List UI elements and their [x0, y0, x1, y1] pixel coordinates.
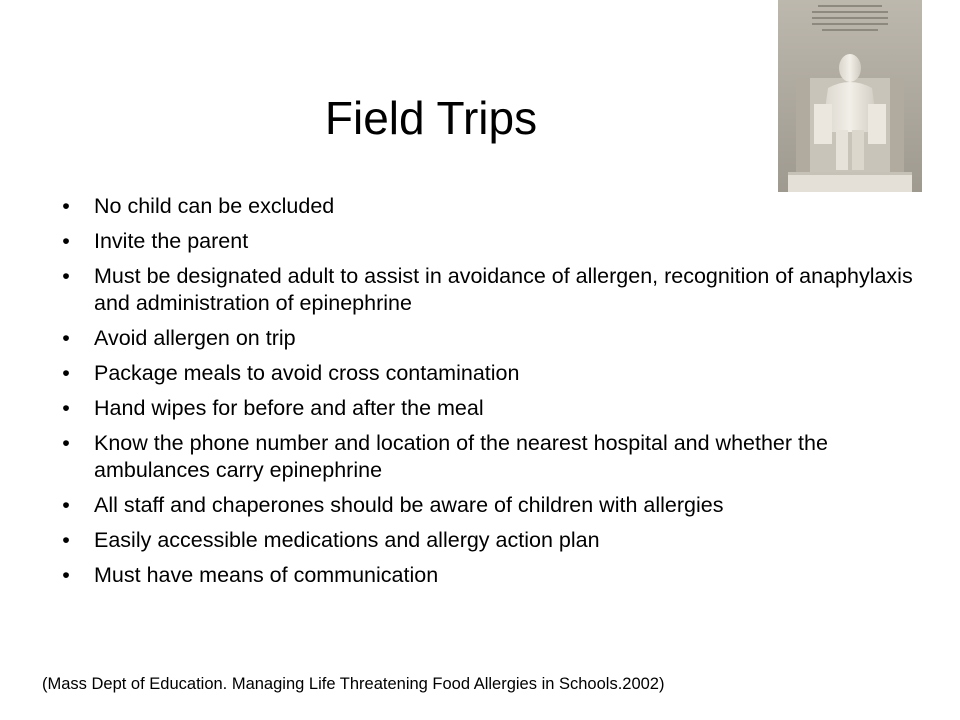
citation: (Mass Dept of Education. Managing Life Threatening Food Allergies in Schools.2002)	[42, 675, 665, 693]
bullet-list	[0, 193, 930, 597]
bullet-text: Hand wipes for before and after the meal	[94, 396, 484, 420]
list-item: • Avoid allergen on trip	[62, 326, 296, 350]
bullet-text: Know the phone number and location of the nearest hospital and whether the ambulances carry epinephrine	[94, 431, 828, 482]
bullet-text: Avoid allergen on trip	[94, 326, 296, 350]
slide-title: Field Trips	[324, 92, 538, 144]
list-item: • Easily accessible medications and allergy action plan	[62, 528, 600, 552]
list-item: • Must be designated adult to assist in avoidance of allergen, recognition of anaphylaxis and administration of epinephrine	[62, 264, 913, 315]
list-item: • Package meals to avoid cross contamination	[62, 361, 520, 385]
bullet-text: Must have means of communication	[94, 563, 439, 587]
bullet-text: Must be designated adult to assist in avoidance of allergen, recognition of anaphylaxis and administration of epinephrine	[94, 264, 913, 315]
list-item: • All staff and chaperones should be aware of children with allergies	[62, 493, 724, 517]
bullet-text: Package meals to avoid cross contamination	[94, 361, 520, 385]
lincoln-memorial-photo	[778, 0, 922, 192]
list-item: • Must have means of communication	[62, 563, 439, 587]
bullet-text: No child can be excluded	[94, 194, 335, 218]
list-item: • Invite the parent	[62, 229, 249, 253]
bullet-text: Invite the parent	[94, 229, 249, 253]
bullet-text: All staff and chaperones should be aware of children with allergies	[94, 493, 724, 517]
list-item: • Hand wipes for before and after the meal	[62, 396, 484, 420]
list-item: • No child can be excluded	[62, 194, 335, 218]
list-item: • Know the phone number and location of the nearest hospital and whether the ambulances carry epinephrine	[62, 431, 828, 482]
bullet-text: Easily accessible medications and allergy action plan	[94, 528, 600, 552]
